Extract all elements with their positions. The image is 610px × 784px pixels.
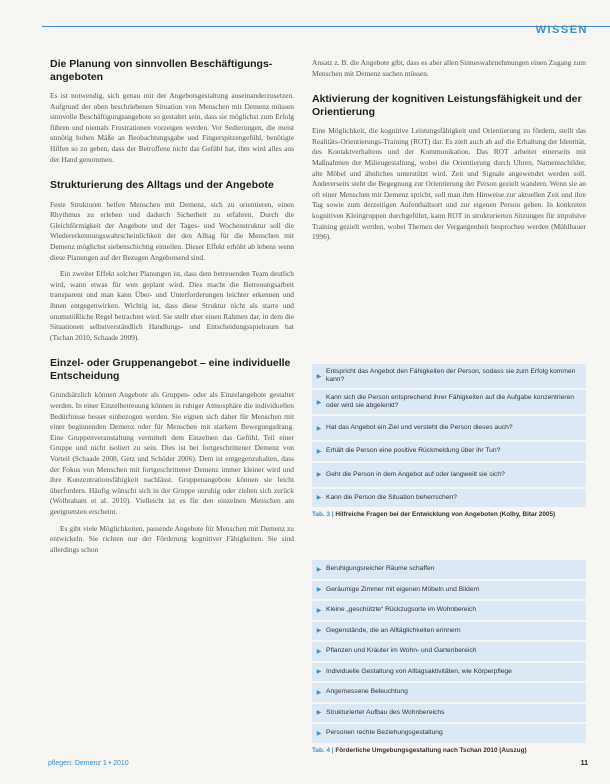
arrow-icon: ▶ <box>316 399 322 406</box>
right-column <box>312 58 586 257</box>
header-rule <box>42 26 610 41</box>
arrow-icon: ▶ <box>316 730 322 737</box>
table-row: ▶ Erhält die Person eine positive Rückmeldung über ihr Tun? <box>312 442 586 461</box>
arrow-icon: ▶ <box>316 710 322 717</box>
page-number: 11 <box>580 760 588 767</box>
table-row: ▶ Entspricht das Angebot den Fähigkeiten der Person, sodass sie zum Erfolg kommen kann? <box>312 364 586 388</box>
arrow-icon: ▶ <box>316 472 322 478</box>
arrow-icon: ▶ <box>316 448 322 455</box>
table-row: ▶ Gegenstände, die an Alltäglichkeiten erinnern <box>312 622 586 641</box>
table-row: ▶ Hat das Angebot ein Ziel und versteht die Person dieses auch? <box>312 416 586 440</box>
arrow-icon: ▶ <box>316 628 322 635</box>
paragraph: Es gibt viele Möglichkeiten, passende Angebote für Menschen mit Demenz zu entwickeln. Sie richten nur der Förderung kognitiver Fähigkeiten. Sie sind allerdings schon <box>50 523 294 554</box>
table-row: ▶ Geräumige Zimmer mit eigenen Möbeln und Bildern <box>312 581 586 600</box>
section-aktivierung <box>312 93 586 243</box>
section-einzel-gruppe <box>50 357 294 555</box>
table-caption: Tab. 3 | Hilfreiche Fragen bei der Entwicklung von Angeboten (Kolby, Bitar 2005) <box>312 511 556 518</box>
table-3 <box>312 364 586 518</box>
table-4 <box>312 560 586 754</box>
arrow-icon: ▶ <box>316 425 322 432</box>
table-row: ▶ Kann die Person die Situation beherrschen? <box>312 489 586 508</box>
arrow-icon: ▶ <box>316 587 322 594</box>
arrow-icon: ▶ <box>316 689 322 696</box>
table-row: ▶ Geht die Person in dem Angebot auf oder langweilt sie sich? <box>312 463 586 487</box>
section-strukturierung <box>50 179 294 343</box>
arrow-icon: ▶ <box>316 373 322 380</box>
paragraph: Ein zweiter Effekt solcher Planungen ist, dass dem betreuenden Team deutlich wird, wann etwas für wen geplant wird. Dies macht die Betreuungsarbeit transparent und man kann Über- und Unterforderungen leichter erkennen und ihnen entgegenwirken. Wichtig ist, dass diese Struktur nicht als starre und unumstößliche Regel betrachtet wird. Sie stellt eher einen Rahmen dar, in dem die Situationen selbstverständlich Handlungs- und Entscheidungsspielraum hat (Tschan 2010, Schaade 2009). <box>50 269 294 342</box>
left-column <box>50 58 294 569</box>
journal-name: pflegen: Demenz 1 • 2010 <box>48 760 129 767</box>
table-row: ▶ Angemessene Beleuchtung <box>312 683 586 702</box>
table-row: ▶ Pflanzen und Kräuter im Wohn- und Gartenbereich <box>312 642 586 661</box>
arrow-icon: ▶ <box>316 648 322 655</box>
paragraph: Es ist notwendig, sich genau mit der Angebotsgestaltung auseinanderzusetzen. Aufgrund der oben beschriebenen Situation von Menschen mit Demenz müssen sinnvolle Beschäftigungsangebote so gestaltet sein, dass sie möglichst zum Erfolg führen und niemals Frustrationen vorzeigen werden. Vor Sedierungen, die meist unnötig hohen Mäße an Beobachtungsgabe und Fingerspitzengefühl, benötigte Hilfen so zu geben, dass der Betroffene nicht das Gefühl hat, ihm wird alles aus der Hand genommen. <box>50 91 294 164</box>
table-caption: Tab. 4 | Förderliche Umgebungsgestaltung nach Tschan 2010 (Auszug) <box>312 746 527 754</box>
paragraph: Grundsätzlich können Angebote als Gruppen- oder als Einzelangebote gestaltet werden. In einer Einzelbetreuung können in ruhiger Atmosphäre die individuellen Bedürfnisse besser einbezogen werden. Sie eignen sich daher für Menschen mit einer beginnenden Demenz oder für Menschen mit starkem Bewegungsdrang. Eine Gruppenveranstaltung vermittelt dem Einzelnen das Gefühl, Teil einer Gruppe und nicht isoliert zu sein. Dies ist bei fortgeschrittener Demenz von Vorteil (Schaade 2008, Getz und Schöder 2006). Dem ist entgegenzuhalten, dass der Fokus von Menschen mit fortgeschrittener Demenz immer kleiner wird und ihre Konzentrationsfähigkeit nachlässt. Gruppenangebote können sie leicht überfordern. Häufig wünscht sich in der Gruppe unruhig oder ziehen sich zurück (Wolbraham et al. 2010). Vielleicht ist es für den einzelnen Menschen am geeignetsten erscheint. <box>50 390 294 516</box>
arrow-icon: ▶ <box>316 669 322 676</box>
page-footer <box>48 760 588 774</box>
table-row: ▶ Kann sich die Person entsprechend ihrer Fähigkeiten auf die Aufgabe konzentrieren oder wird sie abgelenkt? <box>312 390 586 414</box>
heading-einzel-gruppe: Einzel- oder Gruppenangebot – eine individuelle Entscheidung <box>50 357 291 382</box>
paragraph: Ansatz z. B. die Angebote gibt, dass es aber allen Sinneswahrnehmungen einen Zugang zum Menschen mit Demenz suchen müssen. <box>312 58 586 78</box>
heading-planung: Die Planung von sinnvollen Beschäftigungs-angeboten <box>50 58 273 83</box>
heading-aktivierung: Aktivierung der kognitiven Leistungsfähigkeit und der Orientierung <box>312 93 582 118</box>
heading-strukturierung: Strukturierung des Alltags und der Angebote <box>50 179 274 192</box>
arrow-icon: ▶ <box>316 566 322 573</box>
section-planung <box>50 58 294 165</box>
table-row: ▶ Kleine „geschützte“ Rückzugsorte im Wohnbereich <box>312 601 586 620</box>
section-label: WISSEN <box>535 24 588 36</box>
table-row: ▶ Individuelle Gestaltung von Alltagsaktivitäten, wie Körperpflege <box>312 663 586 682</box>
arrow-icon: ▶ <box>316 607 322 614</box>
table-row: ▶ Beruhigungsreicher Räume schaffen <box>312 560 586 579</box>
table-row: ▶ Strukturierter Aufbau des Wohnbereichs <box>312 704 586 723</box>
table-row: ▶ Personen rechte Beziehungsgestaltung <box>312 724 586 743</box>
arrow-icon: ▶ <box>316 495 322 502</box>
paragraph: Feste Strukturen helfen Menschen mit Demenz, sich zu orientieren, einen Rhythmus zu erleben und dadurch Sicherheit zu erfahren. Durch die Gleichförmigkeit der Angebote und der Tages- und Wochenstruktur soll die Wiedererkennungswahrscheinlichkeit der den Alltag für die Menschen mit Demenz möglichst siebenschichtig einteilen. Dieser Effekt erhöht ab lebens wenn diese Planungen auf der Bezugen Angebotsend sind. <box>50 199 294 262</box>
paragraph: Eine Möglichkeit, die kognitive Leistungsfähigkeit und Orientierung zu fördern, stellt das Realitäts-Orientierungs-Training (ROT) dar. Es zielt auch ab auf die Erhaltung der Identität, des Kontaktverhaltens und der Kommunikation. Das ROT arbeitet einerseits mit Maßnahmen der Milieugestaltung, wobei die Orientierung durch Uhren, Namensschilder, alte Möbel und ähnliches unterstützt wird. Zeit und Signale angewendet werden soll. Andererseits steht die Begegnung zur Orientierung der Person gezielt wandern. Wenn sie an oft einer Menschen mit Demenz spricht, soll man ihm Hinweise zur aktuellen Zeit und ihre Tag sowie zum derzeitigen Aufenthaltsort und zur eigenen Person geben. In konkreten kognitiven Kleingruppen durchgeführt, kann ROT in strukturierten Sitzungen für impulsive Training gezielt werden, wobei Themen der Vergangenheit besprochen werden (Mühlbauer 1996). <box>312 126 586 242</box>
